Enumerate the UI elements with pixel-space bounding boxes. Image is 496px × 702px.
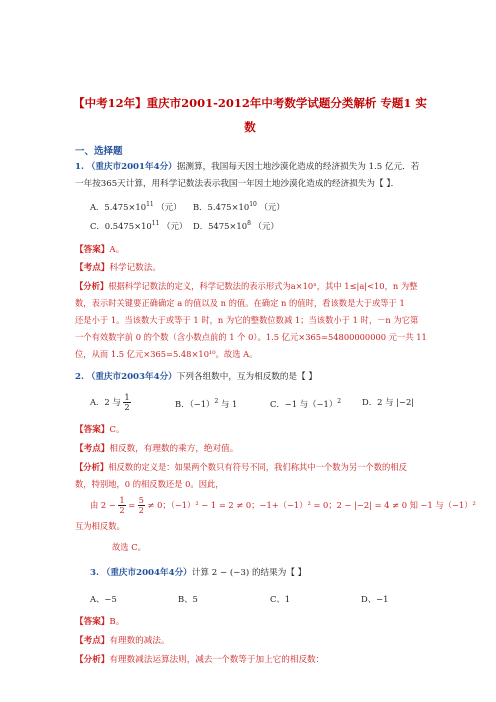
q2-option-d-abs: |−2| [396,397,415,407]
q1-option-b-text: B．5.475×10 [193,201,250,212]
q2-calculation [90,494,476,516]
q1-analysis-line1 [75,280,417,292]
q1-option-c [90,218,187,232]
q2-option-a-fraction [123,393,130,412]
q1-analysis-line3: 还是小于 1。当该数大于或等于 1 时，n 为它的整数位数减 1；当该数小于 1 时，－n 为它第 [75,315,419,325]
section-heading: 一、选择题 [75,146,123,157]
q2-analysis-line2: 数，特别地，0 的相反数还是 0。因此， [75,479,224,489]
q2-calc-den2: 2 [138,506,144,515]
q2-option-c-text: C．−1 与（−1） [270,398,338,409]
q1-answer-label: 【答案】 [75,245,110,255]
q3-option-b: B、5 [178,594,198,604]
q1-option-a [90,199,182,213]
q3-answer [75,616,124,628]
q3-analysis-text: 有理数减法运算法则，减去一个数等于加上它的相反数： [109,655,325,665]
q2-point-value: 相反数，有理数的乘方，绝对值。 [109,444,239,454]
q3-option-a: A、−5 [90,594,117,604]
q2-conclusion: 故选 C。 [112,542,146,552]
q2-calc-rest: ≠ 0；（−1）² − 1 = 2 ≠ 0；−1+（−1）² = 0；2 − |−2| = 4 ≠ 0 知 −1 与（−1）² [147,500,476,510]
q1-option-d-exp: 8 [247,220,251,227]
q2-answer [75,424,125,436]
q1-stem-line1 [75,161,419,173]
q1-number: 1. [75,162,84,172]
q1-option-a-unit: （元） [156,201,182,212]
q1-option-a-text: A．5.475×10 [90,201,147,212]
q2-option-c [270,396,341,410]
q1-point-value: 科学记数法。 [109,263,161,273]
q2-calc-fraction2 [138,496,145,515]
q1-analysis-text: 根据科学记数法的定义，科学记数法的表示形式为a×10ⁿ，其中 1≤|a|<10，n 为整 [108,281,418,291]
q2-calc-num2: 5 [138,496,144,505]
q3-analysis-label: 【分析】 [75,655,110,665]
q2-option-c-exp: 2 [337,398,342,405]
q1-answer [75,244,124,256]
q1-option-d-text: D．5475×10 [193,220,248,231]
q2-option-d-text: D．2 与 [362,397,394,407]
q3-number: 3. [90,568,99,578]
q2-source: （重庆市2003年4分） [86,372,177,382]
q2-calc-num1: 1 [119,496,125,505]
q3-answer-label: 【答案】 [75,617,110,627]
q2-calc-equals: = [128,500,136,510]
q2-point-label: 【考点】 [75,444,110,454]
q3-point [75,635,170,647]
q2-calc-end: 互为相反数。 [75,521,125,531]
q2-calc-den1: 2 [119,506,125,515]
q2-option-a-denominator: 2 [124,403,130,412]
q1-option-b-unit: （元） [259,201,285,212]
q3-stem [90,567,306,579]
q2-text: 下列各组数中，互为相反数的是【 】 [176,372,318,382]
q1-analysis-line5: 位，从而 1.5 亿元×365=5.48×10¹⁰。故选 A。 [75,349,258,359]
q2-analysis-label: 【分析】 [75,462,109,472]
q3-source: （重庆市2004年4分） [101,568,192,578]
q1-source: （重庆市2001年4分） [86,162,177,172]
q2-analysis-text: 相反数的定义是：如果两个数只有符号不同，我们称其中一个数为另一个数的相反 [108,462,407,472]
q2-analysis-line1 [75,461,407,473]
q1-point [75,262,161,274]
q1-option-d-unit: （元） [253,220,279,231]
q2-option-b [175,396,237,410]
q2-stem [75,371,317,383]
q1-point-label: 【考点】 [75,263,110,273]
q3-point-value: 有理数的减法。 [109,636,170,646]
q2-option-d [362,396,414,408]
q1-option-d [193,218,279,232]
q1-option-c-exp: 11 [151,220,160,227]
q1-analysis-line4: 一个有效数字前 0 的个数（含小数点前的 1 个 0）。1.5 亿元×365=54800000000 元一共 11 [75,332,427,342]
q2-option-a-numerator: 1 [124,393,130,402]
q2-option-a [90,392,131,412]
q2-option-b-exp: 2 [214,398,219,405]
q1-option-c-text: C．0.5475×10 [90,220,152,231]
q3-answer-value: B。 [109,617,125,627]
q3-point-label: 【考点】 [75,636,110,646]
q1-text-a: 据测算，我国每天因土地沙漠化造成的经济损失为 1.5 亿元．若 [176,162,420,172]
document-title-line1: 【中考12年】重庆市2001-2012年中考数学试题分类解析 专题1 实 [73,96,427,110]
q1-option-b [193,199,285,213]
document-title-line2: 数 [244,120,256,134]
q3-text: 计算 2 − (−3) 的结果为【 】 [191,568,307,578]
q2-option-b-text: B．（−1） [175,398,215,409]
q1-option-b-exp: 10 [249,201,257,208]
q3-option-c: C、1 [270,594,291,604]
q1-analysis-label: 【分析】 [75,281,109,291]
q1-stem-line2: 一年按365天计算，用科学记数法表示我国一年因土地沙漠化造成的经济损失为【 】． [75,179,400,189]
q2-option-a-text: A．2 与 [90,397,121,407]
q1-option-a-exp: 11 [146,201,154,208]
q2-answer-value: C。 [109,425,125,435]
q3-option-d: D、−1 [361,594,389,604]
q2-calc-prefix: 由 2 − [90,500,116,510]
q1-analysis-line2: 数，表示时关键要正确确定 a 的值以及 n 的值。在确定 n 的值时，看该数是大于或等于 1 [75,298,405,308]
q1-answer-value: A。 [109,245,125,255]
q2-point [75,443,238,455]
q2-calc-fraction1 [118,496,125,515]
q2-number: 2. [75,372,84,382]
q1-option-c-unit: （元） [162,220,188,231]
q2-option-b-tail: 与 1 [220,398,238,409]
q3-analysis [75,654,324,666]
q2-answer-label: 【答案】 [75,425,110,435]
